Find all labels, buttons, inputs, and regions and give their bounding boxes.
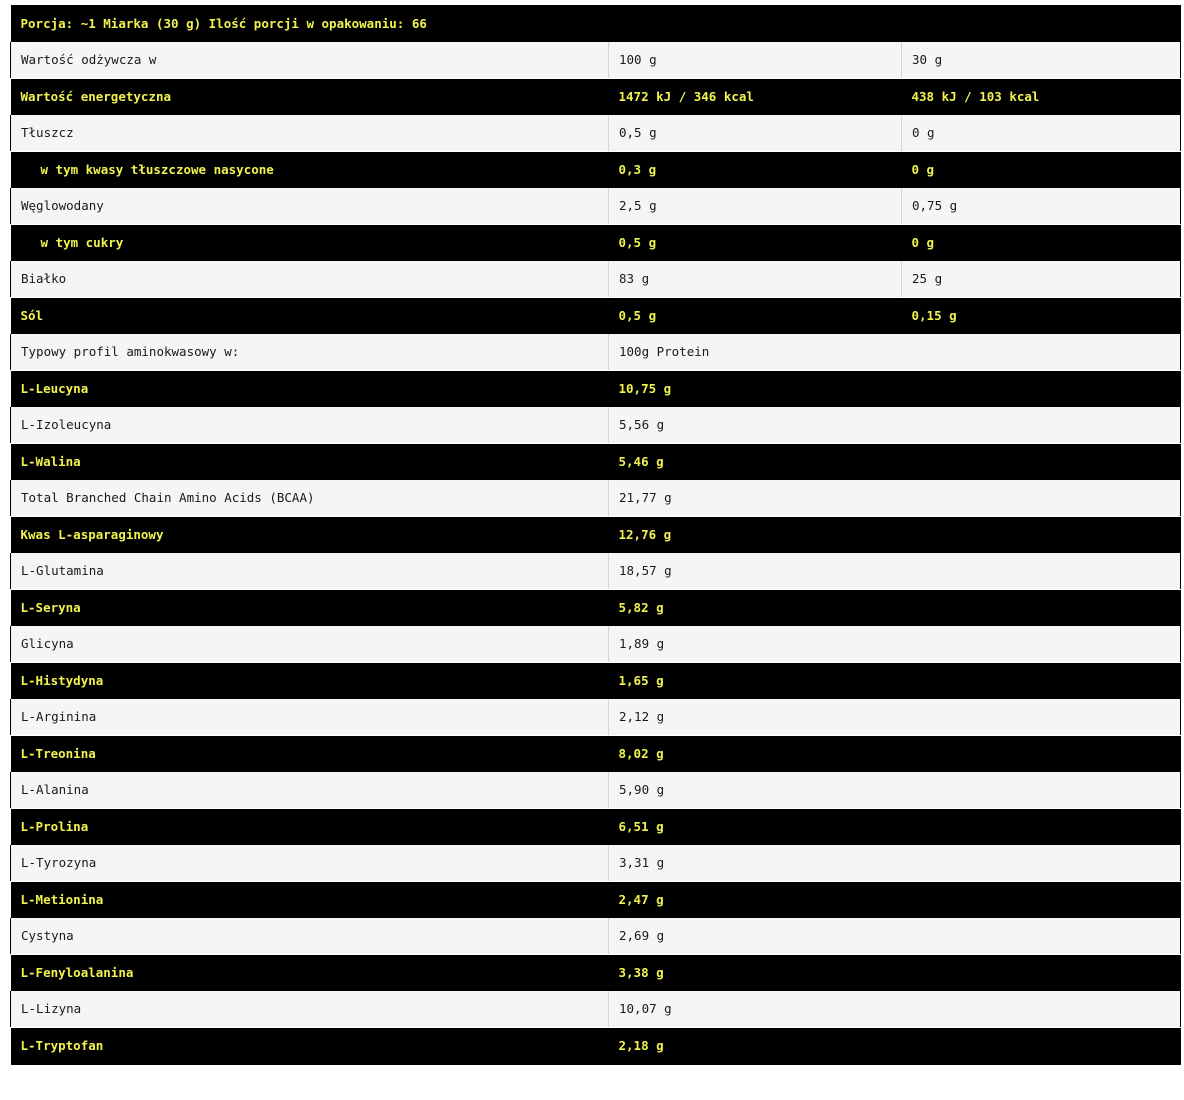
amino-name: L-Seryna	[11, 589, 609, 626]
nutrient-value-per-serving: 0 g	[902, 224, 1181, 261]
amino-row	[11, 772, 1181, 809]
nutrient-value-per-100g: 0,5 g	[609, 297, 902, 334]
nutrient-name: Węglowodany	[11, 188, 609, 225]
column-header-row	[11, 42, 1181, 79]
amino-row	[11, 881, 1181, 918]
amino-value: 3,31 g	[609, 845, 1181, 882]
amino-name: L-Prolina	[11, 808, 609, 845]
nutrient-name: w tym cukry	[11, 224, 609, 261]
amino-name: L-Arginina	[11, 699, 609, 736]
amino-value: 2,47 g	[609, 881, 1181, 918]
column-label-per-serving: 30 g	[902, 42, 1181, 79]
amino-row	[11, 443, 1181, 480]
amino-name: L-Izoleucyna	[11, 407, 609, 444]
nutrient-value-per-serving: 0 g	[902, 151, 1181, 188]
nutrient-value-per-100g: 83 g	[609, 261, 902, 298]
nutrient-name: Sól	[11, 297, 609, 334]
nutrient-value-per-100g: 2,5 g	[609, 188, 902, 225]
amino-name: L-Metionina	[11, 881, 609, 918]
amino-name: L-Fenyloalanina	[11, 954, 609, 991]
amino-value: 3,38 g	[609, 954, 1181, 991]
amino-name: Total Branched Chain Amino Acids (BCAA)	[11, 480, 609, 517]
amino-row	[11, 589, 1181, 626]
amino-name: L-Lizyna	[11, 991, 609, 1028]
amino-value: 2,18 g	[609, 1027, 1181, 1064]
amino-row	[11, 662, 1181, 699]
amino-row	[11, 699, 1181, 736]
column-label-nutrient: Wartość odżywcza w	[11, 42, 609, 79]
nutrient-value-per-100g: 1472 kJ / 346 kcal	[609, 78, 902, 115]
amino-row	[11, 370, 1181, 407]
amino-value: 12,76 g	[609, 516, 1181, 553]
amino-name: Glicyna	[11, 626, 609, 663]
nutrient-row	[11, 151, 1181, 188]
nutrient-value-per-serving: 438 kJ / 103 kcal	[902, 78, 1181, 115]
amino-value: 5,90 g	[609, 772, 1181, 809]
amino-row	[11, 626, 1181, 663]
amino-value: 6,51 g	[609, 808, 1181, 845]
amino-name: L-Histydyna	[11, 662, 609, 699]
nutrient-name: Wartość energetyczna	[11, 78, 609, 115]
nutrient-row	[11, 115, 1181, 152]
amino-row	[11, 735, 1181, 772]
amino-row	[11, 918, 1181, 955]
amino-value: 10,07 g	[609, 991, 1181, 1028]
nutrient-value-per-serving: 0 g	[902, 115, 1181, 152]
nutrient-name: w tym kwasy tłuszczowe nasycone	[11, 151, 609, 188]
amino-row	[11, 553, 1181, 590]
amino-value: 1,89 g	[609, 626, 1181, 663]
amino-value: 1,65 g	[609, 662, 1181, 699]
amino-name: L-Treonina	[11, 735, 609, 772]
amino-value: 5,82 g	[609, 589, 1181, 626]
amino-name: L-Tyrozyna	[11, 845, 609, 882]
amino-name: L-Walina	[11, 443, 609, 480]
amino-value: 2,69 g	[609, 918, 1181, 955]
amino-value: 21,77 g	[609, 480, 1181, 517]
nutrient-row	[11, 78, 1181, 115]
nutrient-name: Białko	[11, 261, 609, 298]
nutrient-name: Tłuszcz	[11, 115, 609, 152]
amino-row	[11, 991, 1181, 1028]
amino-row	[11, 1027, 1181, 1064]
nutrient-value-per-100g: 0,5 g	[609, 224, 902, 261]
nutrient-value-per-serving: 0,15 g	[902, 297, 1181, 334]
amino-row	[11, 407, 1181, 444]
amino-row	[11, 808, 1181, 845]
serving-header-row	[11, 5, 1181, 42]
amino-row	[11, 516, 1181, 553]
column-label-per-100g: 100 g	[609, 42, 902, 79]
amino-name: L-Alanina	[11, 772, 609, 809]
amino-name: Cystyna	[11, 918, 609, 955]
amino-value: 5,46 g	[609, 443, 1181, 480]
nutrient-value-per-serving: 0,75 g	[902, 188, 1181, 225]
amino-value: 5,56 g	[609, 407, 1181, 444]
amino-name: Kwas L-asparaginowy	[11, 516, 609, 553]
nutrient-value-per-serving: 25 g	[902, 261, 1181, 298]
amino-name: L-Glutamina	[11, 553, 609, 590]
amino-name: L-Tryptofan	[11, 1027, 609, 1064]
nutrient-value-per-100g: 0,5 g	[609, 115, 902, 152]
nutrition-table	[10, 5, 1181, 1065]
nutrient-row	[11, 224, 1181, 261]
amino-row	[11, 954, 1181, 991]
amino-value: 2,12 g	[609, 699, 1181, 736]
amino-row	[11, 845, 1181, 882]
amino-value: 10,75 g	[609, 370, 1181, 407]
amino-profile-header-row	[11, 334, 1181, 371]
serving-header: Porcja: ~1 Miarka (30 g) Ilość porcji w opakowaniu: 66	[11, 5, 1181, 42]
nutrient-row	[11, 261, 1181, 298]
amino-profile-label: Typowy profil aminokwasowy w:	[11, 334, 609, 371]
amino-value: 18,57 g	[609, 553, 1181, 590]
amino-name: L-Leucyna	[11, 370, 609, 407]
amino-row	[11, 480, 1181, 517]
amino-profile-basis: 100g Protein	[609, 334, 1181, 371]
nutrient-row	[11, 188, 1181, 225]
nutrient-value-per-100g: 0,3 g	[609, 151, 902, 188]
nutrient-row	[11, 297, 1181, 334]
amino-value: 8,02 g	[609, 735, 1181, 772]
